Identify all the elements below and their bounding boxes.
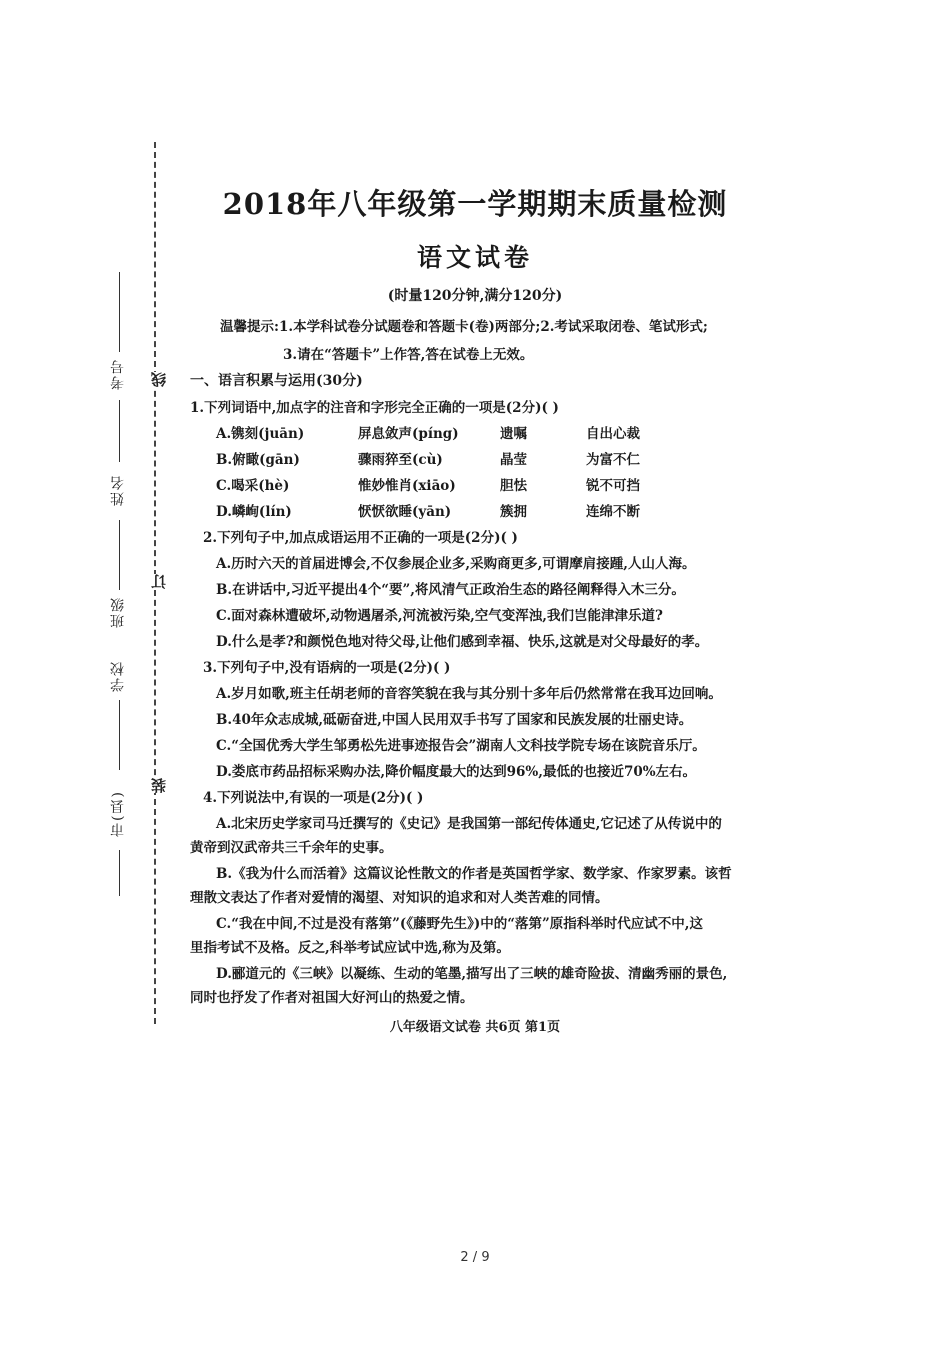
q3-option-b: B.40年众志成城,砥砺奋进,中国人民用双手书写了国家和民族发展的壮丽史诗。 [216,712,693,728]
q2-option-a: A.历时六天的首届进博会,不仅参展企业多,采购商更多,可谓摩肩接踵,人山人海。 [216,556,696,572]
q2-option-b: B.在讲话中,习近平提出4个“要”,将风清气正政治生态的路径阐释得入木三分。 [216,582,685,598]
q2-stem: 2.下列句子中,加点成语运用不正确的一项是(2分)( ) [203,530,518,546]
q1-b-word3: 晶莹 [500,452,527,468]
time-score-note: (时量120分钟,满分120分) [387,288,563,304]
class-label: 班级 [110,596,126,628]
name-blank [119,400,120,462]
q1-stem: 1.下列词语中,加点字的注音和字形完全正确的一项是(2分)( ) [190,400,559,416]
q2-option-c: C.面对森林遭破坏,动物遇屠杀,河流被污染,空气变浑浊,我们岂能津津乐道? [216,608,663,624]
q4-option-a-line1: A.北宋历史学家司马迁撰写的《史记》是我国第一部纪传体通史,它记述了从传说中的 [216,816,722,832]
exam-no-blank [119,272,120,352]
q1-d-word1: D.嶙峋(lín) [216,504,292,520]
q2-option-d: D.什么是孝?和颜悦色地对待父母,让他们感到幸福、快乐,这就是对父母最好的孝。 [216,634,709,650]
tip-line-1: 温馨提示:1.本学科试卷分试题卷和答题卡(卷)两部分;2.考试采取闭卷、笔试形式; [220,319,708,335]
section-heading: 一、语言积累与运用(30分) [190,373,363,389]
class-blank [119,520,120,590]
school-blank [119,700,120,770]
q1-c-word2: 惟妙惟肖(xiāo) [358,478,456,494]
exam-no-label: 考号 [110,358,126,390]
binding-ding-char: 订 [150,574,168,589]
q1-b-word2: 骤雨猝至(cù) [358,452,443,468]
q1-c-word3: 胆怯 [500,478,527,494]
q3-option-a: A.岁月如歌,班主任胡老师的音容笑貌在我与其分别十多年后仍然常常在我耳边回响。 [216,686,722,702]
q4-option-c-line1: C.“我在中间,不过是没有落第”(《藤野先生》)中的“落第”原指科举时代应试不中,这 [216,916,703,932]
q1-a-word1: A.镌刻(juān) [216,426,305,442]
q3-option-c: C.“全国优秀大学生邹勇松先进事迹报告会”湖南人文科技学院专场在该院音乐厅。 [216,738,706,754]
q1-d-word4: 连绵不断 [586,504,640,520]
binding-zhuang-char: 装 [150,778,168,793]
q4-option-d-line1: D.郦道元的《三峡》以凝练、生动的笔墨,描写出了三峡的雄奇险拔、清幽秀丽的景色, [216,966,728,982]
q4-option-d-line2: 同时也抒发了作者对祖国大好河山的热爱之情。 [190,990,474,1006]
q3-option-d: D.娄底市药品招标采购办法,降价幅度最大的达到96%,最低的也接近70%左右。 [216,764,697,780]
exam-subtitle: 语文试卷 [416,243,533,272]
q1-a-word2: 屏息敛声(píng) [358,426,459,442]
page-footer: 八年级语文试卷 共6页 第1页 [389,1020,561,1035]
q1-a-word4: 自出心裁 [586,426,640,442]
q1-b-word1: B.俯瞰(gān) [216,452,300,468]
tip-line-2: 3.请在“答题卡”上作答,答在试卷上无效。 [283,347,534,363]
name-label: 姓名 [110,474,126,506]
q4-option-b-line1: B.《我为什么而活着》这篇议论性散文的作者是英国哲学家、数学家、作家罗素。该哲 [216,866,732,882]
q1-c-word1: C.喝采(hè) [216,478,290,494]
county-label: 市(县) [110,790,126,837]
q4-option-b-line2: 理散文表达了作者对爱情的渴望、对知识的追求和对人类苦难的同情。 [190,890,609,906]
q1-d-word2: 恹恹欲睡(yān) [358,504,452,520]
school-label: 学校 [110,660,126,692]
q4-option-c-line2: 里指考试不及格。反之,科举考试应试中选,称为及第。 [190,940,510,956]
q1-b-word4: 为富不仁 [586,452,640,468]
county-blank [119,850,120,896]
exam-title: 2018年八年级第一学期期末质量检测 [222,187,728,221]
q3-stem: 3.下列句子中,没有语病的一项是(2分)( ) [203,660,451,676]
page-indicator: 2 / 9 [460,1250,490,1265]
q1-a-word3: 遗嘱 [500,426,527,442]
q4-option-a-line2: 黄帝到汉武帝共三千余年的史事。 [190,840,393,856]
q1-c-word4: 锐不可挡 [586,478,640,494]
q4-stem: 4.下列说法中,有误的一项是(2分)( ) [203,790,424,806]
q1-d-word3: 簇拥 [500,504,527,520]
binding-line-char: 线 [150,372,168,387]
